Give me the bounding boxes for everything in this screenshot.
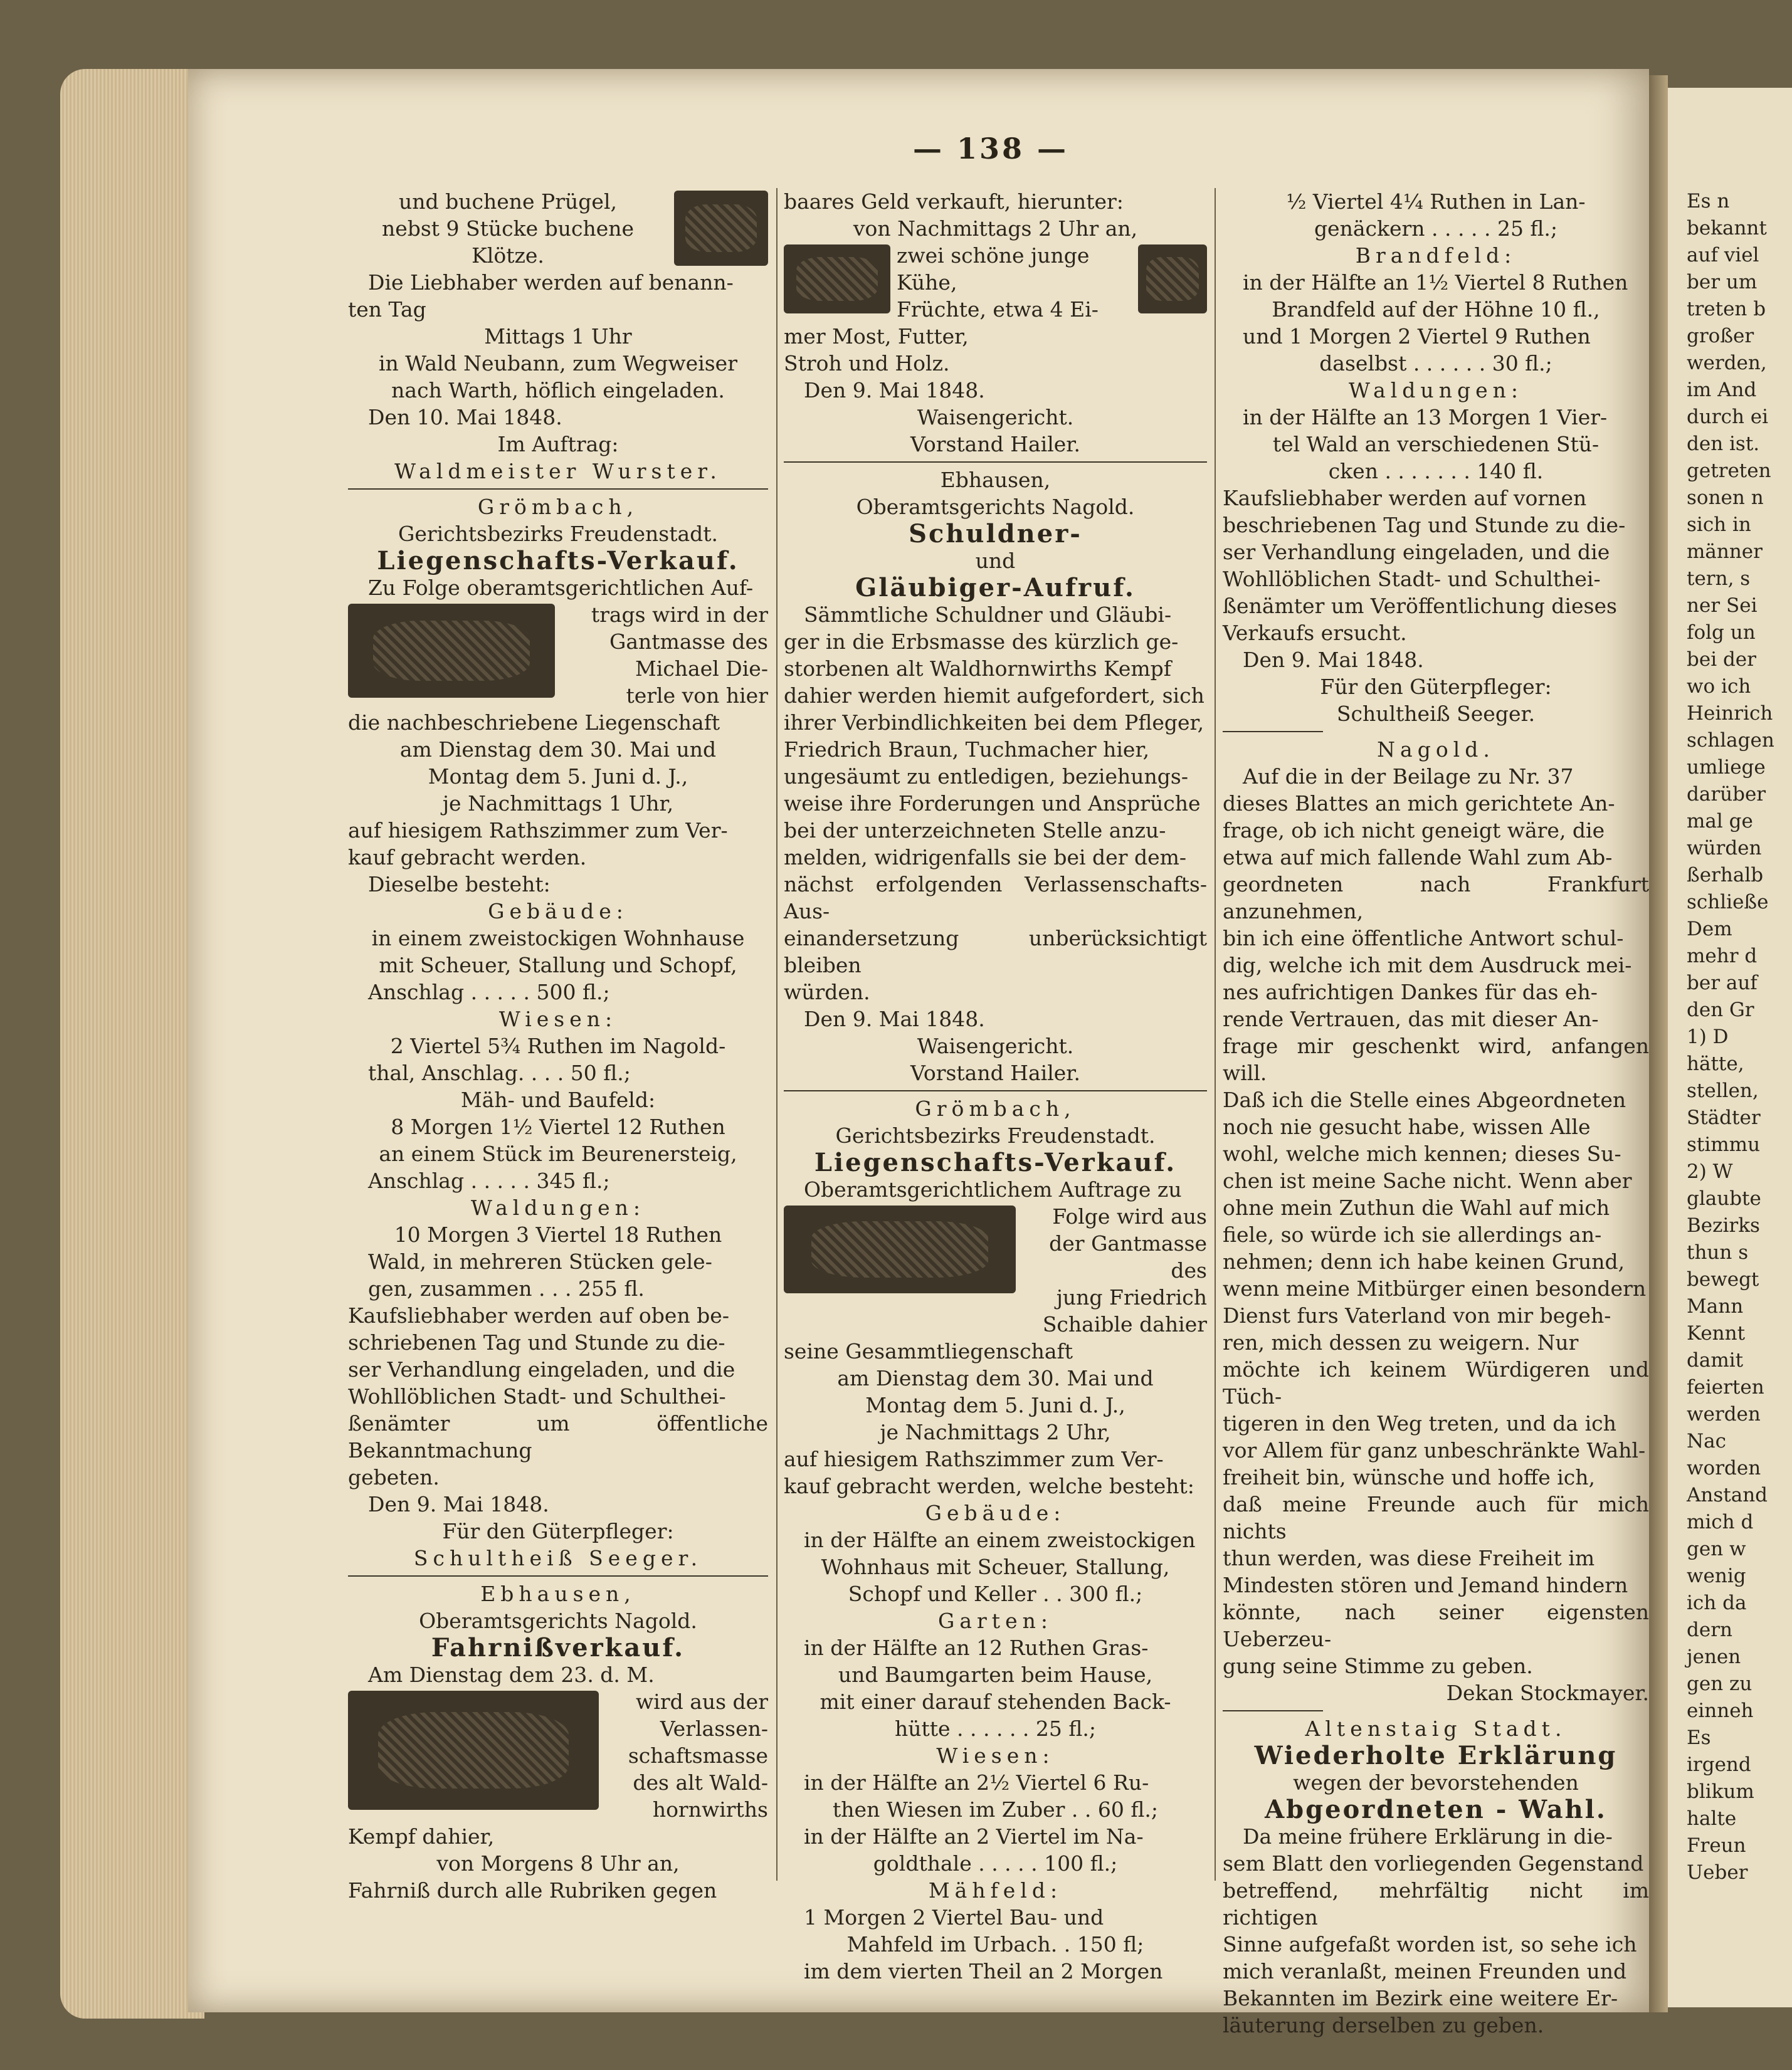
text-line: Nac xyxy=(1687,1430,1726,1453)
subheading: Mäh- und Baufeld: xyxy=(460,1088,656,1112)
place-heading: Nagold. xyxy=(1377,737,1495,762)
text-line: von Nachmittags 2 Uhr an, xyxy=(853,216,1138,241)
text-line: goldthale . . . . . 100 fl.; xyxy=(873,1851,1118,1876)
text-line: daselbst . . . . . . 30 fl.; xyxy=(1319,351,1552,376)
text-line: ren, mich dessen zu weigern. Nur xyxy=(1223,1330,1579,1355)
text-line: Oberamtsgerichts Nagold. xyxy=(856,495,1135,519)
text-line: einandersetzung unberücksichtigt bleiben xyxy=(784,926,1207,977)
text-line: daß meine Freunde auch für mich nichts xyxy=(1223,1492,1649,1543)
text-line: baares Geld verkauft, hierunter: xyxy=(784,189,1124,214)
text-line: Wald, in mehreren Stücken gele- xyxy=(368,1249,712,1274)
subheading: Brandfeld: xyxy=(1355,243,1517,268)
text-line: folg un xyxy=(1687,621,1756,644)
text-line: ßerhalb xyxy=(1687,864,1764,886)
text-line: mich d xyxy=(1687,1511,1754,1533)
text-line: den Gr xyxy=(1687,999,1754,1021)
text-line: terle von hier xyxy=(626,683,768,708)
text-line: Bezirks xyxy=(1687,1214,1760,1237)
text-line: hornwirths xyxy=(652,1797,768,1822)
subheading: Wiesen: xyxy=(936,1743,1055,1768)
text-line: 1 Morgen 2 Viertel Bau- und xyxy=(804,1905,1104,1930)
text-line: ber um xyxy=(1687,271,1758,293)
text-line: sich in xyxy=(1687,513,1751,536)
text-line: Mann xyxy=(1687,1295,1744,1318)
subheading: Garten: xyxy=(938,1609,1053,1633)
text-line: ten Tag xyxy=(348,297,426,322)
text-line: feierten xyxy=(1687,1376,1764,1399)
text-line: möchte ich keinem Würdigeren und Tüch- xyxy=(1223,1357,1649,1409)
text-line: Montag dem 5. Juni d. J., xyxy=(865,1393,1125,1417)
text-line: getreten xyxy=(1687,460,1771,482)
text-line: Fahrniß durch alle Rubriken gegen xyxy=(348,1878,717,1903)
text-line: im dem vierten Theil an 2 Morgen xyxy=(804,1959,1163,1983)
column-rule xyxy=(1215,188,1216,1881)
text-line: storbenen alt Waldhornwirths Kempf xyxy=(784,656,1171,681)
text-line: an einem Stück im Beurenersteig, xyxy=(379,1142,737,1166)
woodcutter-illustration xyxy=(674,191,768,266)
text-line: Folge wird aus xyxy=(1052,1204,1207,1229)
text-line: kauf gebracht werden, welche besteht: xyxy=(784,1474,1194,1498)
farmhouse-illustration xyxy=(348,604,555,698)
text-line: Dem xyxy=(1687,918,1732,940)
text-line: bekannt xyxy=(1687,217,1767,239)
text-line: hütte . . . . . . 25 fl.; xyxy=(894,1716,1097,1741)
signature: Schultheiß Seeger. xyxy=(413,1546,703,1570)
text-line: mal ge xyxy=(1687,810,1753,833)
text-line: wird aus der xyxy=(636,1689,768,1714)
book-edge xyxy=(60,69,204,2019)
text-line: bewegt xyxy=(1687,1268,1759,1291)
text-line: 2 Viertel 5¾ Ruthen im Nagold- xyxy=(390,1034,726,1058)
column-rule xyxy=(776,188,777,1881)
text-line: nebst 9 Stücke buchene xyxy=(381,216,635,241)
text-line: darüber xyxy=(1687,783,1766,806)
text-line: Verlassen- xyxy=(660,1716,768,1741)
text-line: trags wird in der xyxy=(591,602,768,627)
text-line: werden, xyxy=(1687,352,1767,374)
text-line: jung Friedrich xyxy=(1056,1285,1207,1310)
text-line: dig, welche ich mit dem Ausdruck mei- xyxy=(1223,953,1632,977)
text-line: wenn meine Mitbürger einen besondern xyxy=(1223,1276,1647,1301)
place-heading: Grömbach, xyxy=(915,1096,1076,1121)
signature: Vorstand Hailer. xyxy=(910,1061,1080,1085)
text-line: auf viel xyxy=(1687,244,1759,266)
text-line: schriebenen Tag und Stunde zu die- xyxy=(348,1330,725,1355)
text-line: könnte, nach seiner eigensten Ueberzeu- xyxy=(1223,1600,1649,1651)
text-line: von Morgens 8 Uhr an, xyxy=(436,1851,680,1876)
text-line: nes aufrichtigen Dankes für das eh- xyxy=(1223,980,1598,1004)
subheading: Waldungen: xyxy=(1349,378,1523,402)
text-line: Anschlag . . . . . 345 fl.; xyxy=(368,1169,610,1193)
text-line: 2) W xyxy=(1687,1160,1733,1183)
text-line: Schopf und Keller . . 300 fl.; xyxy=(848,1582,1143,1606)
text-line: Auf die in der Beilage zu Nr. 37 xyxy=(1243,764,1574,789)
text-line: frage mir geschenkt wird, anfangen will. xyxy=(1223,1034,1649,1085)
section-divider xyxy=(784,1090,1207,1091)
notice-title: Fahrnißverkauf. xyxy=(431,1633,685,1663)
text-line: umliege xyxy=(1687,756,1766,779)
text-line: wo ich xyxy=(1687,675,1751,698)
text-line: Am Dienstag dem 23. d. M. xyxy=(368,1663,655,1687)
text-line: und Baumgarten beim Hause, xyxy=(838,1663,1153,1687)
text-line: Gantmasse des xyxy=(609,629,768,654)
text-line: im And xyxy=(1687,379,1757,401)
text-line: in der Hälfte an 1½ Viertel 8 Ruthen xyxy=(1243,270,1628,295)
text-line: Kempf dahier, xyxy=(348,1824,495,1849)
place-heading: Ebhausen, xyxy=(480,1582,636,1606)
notice-title: Wiederholte Erklärung xyxy=(1254,1741,1618,1770)
text-line: Klötze. xyxy=(472,243,544,268)
text-line: wegen der bevorstehenden xyxy=(1293,1770,1579,1795)
barrel-illustration xyxy=(1138,244,1207,313)
text-line: vor Allem für ganz unbeschränkte Wahl- xyxy=(1223,1438,1646,1463)
text-line: Gerichtsbezirks Freudenstadt. xyxy=(398,522,719,546)
text-line: Mindesten stören und Jemand hindern xyxy=(1223,1573,1628,1597)
text-line: sem Blatt den vorliegenden Gegenstand xyxy=(1223,1851,1644,1876)
text-line: jenen xyxy=(1687,1646,1741,1668)
text-line: bei der xyxy=(1687,648,1756,671)
text-line: betreffend, mehrfältig nicht im richtigen xyxy=(1223,1878,1649,1930)
text-line: Es n xyxy=(1687,190,1730,213)
text-line: 1) D xyxy=(1687,1026,1729,1048)
text-line: ser Verhandlung eingeladen, und die xyxy=(348,1357,735,1382)
text-line: frage, ob ich nicht geneigt wäre, die xyxy=(1223,818,1605,843)
text-line: thun werden, was diese Freiheit im xyxy=(1223,1546,1595,1570)
text-line: Michael Die- xyxy=(635,656,768,681)
text-line: Mahfeld im Urbach. . 150 fl; xyxy=(846,1932,1144,1957)
date-line: Den 10. Mai 1848. xyxy=(368,405,562,429)
text-line: Anstand xyxy=(1687,1484,1768,1506)
text-line: mit einer darauf stehenden Back- xyxy=(820,1689,1171,1714)
text-line: hätte, xyxy=(1687,1053,1744,1075)
page-number: — 138 — xyxy=(912,132,1069,165)
text-line: Montag dem 5. Juni d. J., xyxy=(428,764,688,789)
text-line: und 1 Morgen 2 Viertel 9 Ruthen xyxy=(1243,324,1591,349)
text-line: Daß ich die Stelle eines Abgeordneten xyxy=(1223,1088,1626,1112)
text-line: auf hiesigem Rathszimmer zum Ver- xyxy=(784,1447,1164,1471)
text-line: tel Wald an verschiedenen Stü- xyxy=(1272,432,1600,456)
text-line: nächst erfolgenden Verlassenschafts-Aus- xyxy=(784,872,1207,923)
notice-title: Schuldner- xyxy=(909,519,1082,549)
text-line: schaftsmasse xyxy=(628,1743,768,1768)
text-line: dahier werden hiemit aufgefordert, sich xyxy=(784,683,1204,708)
text-line: thal, Anschlag. . . . 50 fl.; xyxy=(368,1061,631,1085)
column-2 xyxy=(784,188,1207,1983)
text-line: Dieselbe besteht: xyxy=(368,872,551,896)
text-line: ßenämter um öffentliche Bekanntmachung xyxy=(348,1411,768,1463)
text-line: Wohnhaus mit Scheuer, Stallung, xyxy=(821,1555,1170,1579)
text-line: in der Hälfte an 2 Viertel im Na- xyxy=(804,1824,1144,1849)
text-line: wohl, welche mich kennen; dieses Su- xyxy=(1223,1142,1621,1166)
text-line: blikum xyxy=(1687,1780,1754,1803)
text-line: Städter xyxy=(1687,1106,1761,1129)
text-line: großer xyxy=(1687,325,1754,347)
farmstead-illustration xyxy=(784,1206,1016,1293)
text-line: gung seine Stimme zu geben. xyxy=(1223,1654,1533,1678)
text-line: nehmen; denn ich habe keinen Grund, xyxy=(1223,1249,1625,1274)
text-line: Früchte, etwa 4 Ei- xyxy=(897,297,1099,322)
text-line: bin ich eine öffentliche Antwort schul- xyxy=(1223,926,1624,950)
text-line: fiele, so würde ich sie allerdings an- xyxy=(1223,1222,1602,1247)
signature: Vorstand Hailer. xyxy=(910,432,1080,456)
text-line: männer xyxy=(1687,540,1763,563)
text-line: Ueber xyxy=(1687,1861,1748,1884)
text-line: gebeten. xyxy=(348,1465,440,1489)
text-line: mich veranlaßt, meinen Freunden und xyxy=(1223,1959,1627,1983)
text-line: Verkaufs ersucht. xyxy=(1223,621,1407,645)
subheading: Waldungen: xyxy=(471,1195,645,1220)
text-line: geordneten nach Frankfurt anzunehmen, xyxy=(1223,872,1649,923)
cattle-illustration xyxy=(784,244,890,313)
text-line: Anschlag . . . . . 500 fl.; xyxy=(368,980,610,1004)
text-line: Kaufsliebhaber werden auf oben be- xyxy=(348,1303,729,1328)
text-line: mehr d xyxy=(1687,945,1758,967)
text-line: Da meine frühere Erklärung in die- xyxy=(1243,1824,1613,1849)
text-line: Für den Güterpfleger: xyxy=(442,1519,674,1543)
text-line: je Nachmittags 2 Uhr, xyxy=(880,1420,1111,1444)
text-line: halte xyxy=(1687,1807,1737,1830)
text-line: sonen n xyxy=(1687,486,1764,509)
text-line: noch nie gesucht habe, wissen Alle xyxy=(1223,1115,1591,1139)
text-line: Die Liebhaber werden auf benann- xyxy=(368,270,734,295)
subheading: Gebäude: xyxy=(488,899,628,923)
signature: Waldmeister Wurster. xyxy=(394,459,722,483)
place-heading: Ebhausen, xyxy=(940,468,1051,492)
subheading: Mähfeld: xyxy=(928,1878,1063,1903)
text-line: 8 Morgen 1½ Viertel 12 Ruthen xyxy=(391,1115,725,1139)
text-line: Im Auftrag: xyxy=(497,432,619,456)
text-line: rende Vertrauen, das mit dieser An- xyxy=(1223,1007,1599,1031)
text-line: ger in die Erbsmasse des kürzlich ge- xyxy=(784,629,1179,654)
text-line: ber auf xyxy=(1687,972,1758,994)
text-line: cken . . . . . . . 140 fl. xyxy=(1328,459,1544,483)
text-line: weise ihre Forderungen und Ansprüche xyxy=(784,791,1201,816)
text-line: durch ei xyxy=(1687,406,1769,428)
text-line: und buchene Prügel, xyxy=(399,189,617,214)
text-line: einneh xyxy=(1687,1700,1754,1722)
text-line: Wohllöblichen Stadt- und Schulthei- xyxy=(348,1384,726,1409)
text-line: der Gantmasse des xyxy=(1049,1231,1207,1283)
column-4-facing-page xyxy=(1687,188,1792,1893)
notice-title: Liegenschafts-Verkauf. xyxy=(814,1148,1177,1177)
household-goods-illustration xyxy=(348,1691,599,1810)
text-line: 10 Morgen 3 Viertel 18 Ruthen xyxy=(394,1222,722,1247)
text-line: melden, widrigenfalls sie bei der dem- xyxy=(784,845,1187,870)
text-line: die nachbeschriebene Liegenschaft xyxy=(348,710,720,735)
text-line: gen w xyxy=(1687,1538,1746,1560)
book-gutter xyxy=(1649,75,1668,2012)
text-line: in der Hälfte an 13 Morgen 1 Vier- xyxy=(1243,405,1608,429)
text-line: am Dienstag dem 30. Mai und xyxy=(399,737,717,762)
notice-title: Gläubiger-Aufruf. xyxy=(855,573,1136,602)
date-line: Den 9. Mai 1848. xyxy=(804,378,985,402)
text-line: Heinrich xyxy=(1687,702,1773,725)
text-line: Für den Güterpfleger: xyxy=(1320,675,1552,699)
text-line: würden. xyxy=(784,980,870,1004)
text-line: auf hiesigem Rathszimmer zum Ver- xyxy=(348,818,728,843)
text-line: gen, zusammen . . . 255 fl. xyxy=(368,1276,645,1301)
text-line: in einem zweistockigen Wohnhause xyxy=(371,926,745,950)
text-line: stimmu xyxy=(1687,1133,1761,1156)
subheading: Wiesen: xyxy=(498,1007,618,1031)
text-line: in der Hälfte an 12 Ruthen Gras- xyxy=(804,1636,1149,1660)
text-line: then Wiesen im Zuber . . 60 fl.; xyxy=(833,1797,1158,1822)
text-line: etwa auf mich fallende Wahl zum Ab- xyxy=(1223,845,1613,870)
text-line: Wohllöblichen Stadt- und Schulthei- xyxy=(1223,567,1601,591)
section-divider xyxy=(348,1575,768,1577)
date-line: Den 9. Mai 1848. xyxy=(368,1492,549,1516)
text-line: Sinne aufgefaßt worden ist, so sehe ich xyxy=(1223,1932,1637,1957)
text-line: ½ Viertel 4¼ Ruthen in Lan- xyxy=(1286,189,1586,214)
text-line: worden xyxy=(1687,1457,1761,1479)
text-line: stellen, xyxy=(1687,1080,1759,1102)
text-line: den ist. xyxy=(1687,433,1760,455)
text-line: tern, s xyxy=(1687,567,1751,590)
section-divider xyxy=(784,461,1207,463)
notice-title: Liegenschafts-Verkauf. xyxy=(377,546,739,575)
text-line: am Dienstag dem 30. Mai und xyxy=(837,1366,1154,1390)
text-line: Freun xyxy=(1687,1834,1746,1857)
text-line: Dienst furs Vaterland von mir begeh- xyxy=(1223,1303,1611,1328)
text-line: Sämmtliche Schuldner und Gläubi- xyxy=(804,602,1172,627)
text-line: Mittags 1 Uhr xyxy=(484,324,632,349)
text-line: in der Hälfte an einem zweistockigen xyxy=(804,1528,1196,1552)
text-line: ungesäumt zu entledigen, beziehungs- xyxy=(784,764,1188,789)
text-line: kauf gebracht werden. xyxy=(348,845,587,870)
text-line: zwei schöne junge Kühe, xyxy=(897,243,1090,295)
text-line: treten b xyxy=(1687,298,1766,320)
text-line: des alt Wald- xyxy=(633,1770,768,1795)
text-line: glaubte xyxy=(1687,1187,1761,1210)
text-line: in Wald Neubann, zum Wegweiser xyxy=(378,351,737,376)
text-line: werden xyxy=(1687,1403,1761,1426)
text-line: damit xyxy=(1687,1349,1744,1372)
text-line: Gerichtsbezirks Freudenstadt. xyxy=(835,1123,1156,1148)
text-line: beschriebenen Tag und Stunde zu die- xyxy=(1223,513,1626,537)
date-line: Den 9. Mai 1848. xyxy=(1243,648,1424,672)
text-line: nach Warth, höflich eingeladen. xyxy=(391,378,725,402)
section-divider xyxy=(1223,731,1323,732)
text-line: Schaible dahier xyxy=(1042,1312,1207,1337)
section-divider xyxy=(1223,1710,1323,1711)
text-line: gen zu xyxy=(1687,1673,1752,1695)
text-line: irgend xyxy=(1687,1753,1751,1776)
text-line: ner Sei xyxy=(1687,594,1758,617)
text-line: in der Hälfte an 2½ Viertel 6 Ru- xyxy=(804,1770,1149,1795)
notice-title: Abgeordneten - Wahl. xyxy=(1265,1795,1607,1824)
text-line: Friedrich Braun, Tuchmacher hier, xyxy=(784,737,1150,762)
text-line: wenig xyxy=(1687,1565,1746,1587)
text-line: Kennt xyxy=(1687,1322,1746,1345)
text-line: Oberamtsgerichtlichem Auftrage zu xyxy=(804,1177,1182,1202)
text-line: mer Most, Futter, xyxy=(784,324,969,349)
signature: Schultheiß Seeger. xyxy=(1336,701,1536,726)
text-line: dieses Blattes an mich gerichtete An- xyxy=(1223,791,1615,816)
text-line: freiheit bin, wünsche und hoffe ich, xyxy=(1223,1465,1595,1489)
text-line: läuterung derselben zu geben. xyxy=(1223,2013,1544,2037)
subheading: Gebäude: xyxy=(925,1501,1066,1525)
text-line: schlagen xyxy=(1687,729,1774,752)
text-line: ßenämter um Veröffentlichung dieses xyxy=(1223,594,1617,618)
text-line: seine Gesammtliegenschaft xyxy=(784,1339,1073,1363)
text-line: Oberamtsgerichts Nagold. xyxy=(419,1609,697,1633)
text-line: Stroh und Holz. xyxy=(784,351,950,376)
place-heading: Grömbach, xyxy=(477,495,639,519)
text-line: schließe xyxy=(1687,891,1769,913)
text-line: genäckern . . . . . 25 fl.; xyxy=(1314,216,1558,241)
text-line: dern xyxy=(1687,1619,1732,1641)
text-line: chen ist meine Sache nicht. Wenn aber xyxy=(1223,1169,1632,1193)
text-line: und xyxy=(975,549,1016,573)
text-line: ihrer Verbindlichkeiten bei dem Pfleger, xyxy=(784,710,1204,735)
column-1 xyxy=(348,188,768,1903)
text-line: Es xyxy=(1687,1726,1711,1749)
column-3 xyxy=(1223,188,1649,2037)
text-line: mit Scheuer, Stallung und Schopf, xyxy=(379,953,737,977)
text-line: ich da xyxy=(1687,1592,1747,1614)
text-line: Brandfeld auf der Höhne 10 fl., xyxy=(1272,297,1600,322)
text-line: Waisengericht. xyxy=(917,1034,1074,1058)
signature: Dekan Stockmayer. xyxy=(1446,1681,1649,1705)
text-line: ser Verhandlung eingeladen, und die xyxy=(1223,540,1610,564)
date-line: Den 9. Mai 1848. xyxy=(804,1007,985,1031)
place-heading: Altenstaig Stadt. xyxy=(1305,1716,1567,1741)
text-line: Waisengericht. xyxy=(917,405,1074,429)
text-line: thun s xyxy=(1687,1241,1749,1264)
text-line: je Nachmittags 1 Uhr, xyxy=(442,791,674,816)
text-line: bei der unterzeichneten Stelle anzu- xyxy=(784,818,1166,843)
section-divider xyxy=(348,488,768,490)
text-line: tigeren in den Weg treten, und da ich xyxy=(1223,1411,1616,1436)
text-line: ohne mein Zuthun die Wahl auf mich xyxy=(1223,1195,1610,1220)
text-line: würden xyxy=(1687,837,1762,859)
text-line: Kaufsliebhaber werden auf vornen xyxy=(1223,486,1587,510)
text-line: Bekannten im Bezirk eine weitere Er- xyxy=(1223,1986,1618,2010)
text-line: Zu Folge oberamtsgerichtlichen Auf- xyxy=(368,575,754,600)
